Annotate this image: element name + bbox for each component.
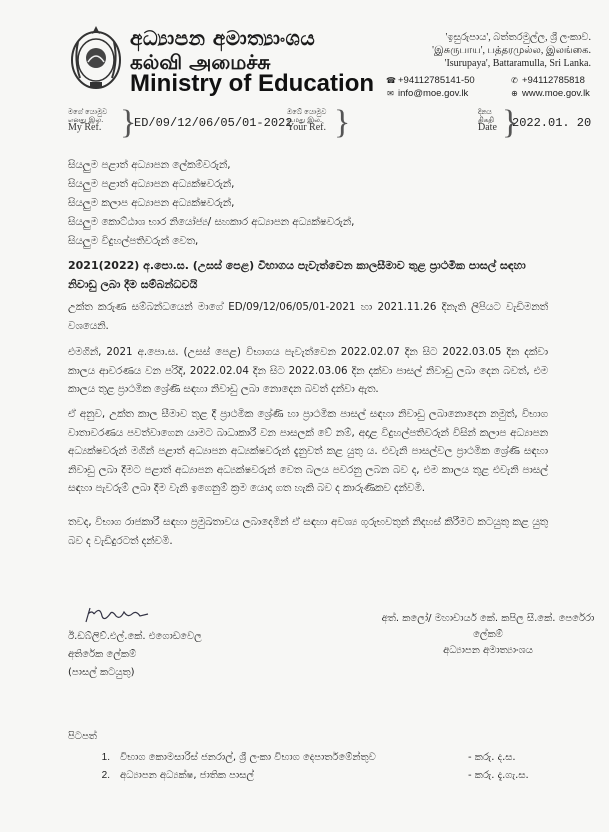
handwritten-signature <box>82 604 152 628</box>
paragraph-1: උක්ත කරුණ සම්බන්ධයෙන් මාගේ ED/09/12/06/05/01-2021 හා 2021.11.26 දිනැති ලිපියට වැඩිමනත් වශයෙනි. <box>68 301 548 332</box>
your-ref-label-en: Your Ref. <box>287 122 326 133</box>
address-tamil: 'இசுருபாய', பத்தரமுல்ல, இலங்கை. <box>432 45 591 56</box>
phone-icon: ☎ <box>386 76 396 85</box>
your-ref-label <box>287 108 326 132</box>
ministry-name-tamil: கல்வி அமைச்சு <box>130 50 271 74</box>
ministry-name-sinhala: අධ්‍යාපන අමාත්‍යාංශය <box>130 26 316 50</box>
list-item <box>68 749 588 767</box>
brace-left-1: } <box>120 104 137 141</box>
brace-left-3: } <box>502 104 519 141</box>
date-label-ta: திகதி <box>478 116 494 124</box>
your-ref-label-si: ඔබේ යොමුව <box>287 108 327 116</box>
copies-list <box>68 749 588 785</box>
my-ref-label-ta: எனது இல. <box>68 116 104 124</box>
my-ref-label-si: මගේ යොමුව <box>68 108 108 116</box>
contact-block <box>386 74 609 100</box>
phone-number-2: +94112785818 <box>522 75 585 86</box>
my-ref-label <box>68 108 107 132</box>
date-label-en: Date <box>478 122 497 133</box>
address-sinhala: 'ඉසුරුපාය', බත්තරමුල්ල, ශ්‍රී ලංකාව. <box>445 32 591 43</box>
brace-left-2: } <box>334 104 351 141</box>
paragraph-2: එමගින්, 2021 අ.පො.ස. (උසස් පෙළ) විභාගය පැවැත්වෙන 2022.02.07 දින සිට 2022.03.05 දින දක්වා කාලය ආවරණය වන පරිදි, 2022.02.04 දින සිට 2022.03.06 දින දක්වා පාසල් නිවාඩු ලබා දෙන බවත්, එම කාලය තුළ ප්‍රාථමික ශ්‍රේණි සඳහා නිවාඩු ලබා නොදෙන බවත් දන්වා ඇත. <box>68 346 548 395</box>
addressee-line: සියලුම කලාප අධ්‍යාපන අධ්‍යක්ෂවරුන්, <box>68 197 235 209</box>
ministry-name-english: Ministry of Education <box>130 70 375 97</box>
letter-subject: 2021(2022) අ.පො.ස. (උසස් පෙළ) විභාගය පැවැත්වෙන කාලසීමාව තුළ ප්‍රාථමික පාසල් සඳහා නිවාඩු ලබා දීම සම්බන්ධවයි <box>68 259 526 291</box>
secretary-line: අත්. කලෝ/ මහාචාර්ය කේ. කපිල සී.කේ. පෙරේරා <box>381 613 595 624</box>
web-icon: ⊕ <box>511 89 518 98</box>
signatory-block-right <box>372 611 604 659</box>
signatory-title: අතිරේක ලේකම් <box>68 649 137 660</box>
date-label <box>478 108 497 132</box>
copy-number: 1. <box>101 752 110 763</box>
sri-lanka-emblem-icon <box>68 22 124 92</box>
addressee-line: සියලුම කොට්ඨාශ භාර නියෝජ්‍ය/ සහකාර අධ්‍යාපන අධ්‍යක්ෂවරුන්, <box>68 216 355 228</box>
list-item <box>68 767 588 785</box>
address-english: 'Isurupaya', Battaramulla, Sri Lanka. <box>444 58 591 69</box>
paragraph-4: තවද, විභාග රාජකාරී සඳහා ප්‍රමුඛතාවය ලබාදෙමින් ඒ සඳහා අවශ්‍ය ගුරුභවතුන් නිදහස් කිරීමට කටයුතු කළ යුතු බව ද වැඩිදුරටත් දන්වමි. <box>68 516 548 547</box>
copy-recipient: විභාග කොමසාරිස් ජනරාල්, ශ්‍රී ලංකා විභාග දෙපාර්තමේන්තුව <box>120 752 376 763</box>
secretary-ministry: අධ්‍යාපන අමාත්‍යාංශය <box>443 645 533 656</box>
secretary-title: ලේකම් <box>473 629 503 640</box>
fax-icon: ✆ <box>511 76 518 85</box>
addressee-line: සියලුම පළාත් අධ්‍යාපන අධ්‍යක්ෂවරුන්, <box>68 178 235 190</box>
addressee-line: සියලුම පළාත් අධ්‍යාපන ලේකම්වරුන්, <box>68 159 231 171</box>
copy-recipient: අධ්‍යාපන අධ්‍යක්ෂ, ජාතික පාසල් <box>120 770 255 781</box>
signatory-block-left <box>68 628 202 682</box>
signatory-name: ඊ.ඩබ්ලිව්.එල්.කේ. එගොඩවෙල <box>68 631 202 642</box>
website: www.moe.gov.lk <box>522 88 590 99</box>
my-ref-value: ED/09/12/06/05/01-2022 <box>134 116 293 130</box>
copy-number: 2. <box>101 770 110 781</box>
your-ref-label-ta: உமது இல. <box>287 116 323 124</box>
date-label-si: දිනය <box>478 108 492 116</box>
my-ref-label-en: My Ref. <box>68 122 102 133</box>
addressee-list <box>68 156 354 251</box>
copy-note: - කරු. දැ.ගැ.ස. <box>468 770 529 781</box>
email-address: info@moe.gov.lk <box>398 88 469 99</box>
copy-note: - කරු. ද.ස. <box>468 752 516 763</box>
address-block <box>432 31 591 70</box>
addressee-line: සියලුම විදුහල්පතිවරුන් වෙත, <box>68 235 199 247</box>
date-value: 2022.01. 20 <box>512 116 592 130</box>
phone-number-1: +94112785141-50 <box>398 75 475 86</box>
copies-label: පිටපත් <box>68 731 97 742</box>
signatory-division: (පාසල් කටයුතු) <box>68 667 135 678</box>
email-icon: ✉ <box>387 89 394 98</box>
paragraph-3: ඒ අනුව, උක්ත කාල සීමාව තුළ දී ප්‍රාථමික ශ්‍රේණි හා ප්‍රාථමික පාසල් සඳහා නිවාඩු ලබානොදෙන නමුත්, විභාග වාතාවරණය පවත්වාගෙන යාමට බාධාකාරී වන පාසලක් වේ නම්, අදාළ විදුහල්පතිවරුන් විසින් කලාප අධ්‍යාපන අධ්‍යක්ෂවරුන් මගින් පළාත් අධ්‍යාපන අධ්‍යක්ෂවරුන් දැනුවත් කළ යුතු ය. එවැනි පාසල්වල ප්‍රාථමික ශ්‍රේණි සඳහා නිවාඩු ලබා දීමට පළාත් අධ්‍යාපන අධ්‍යක්ෂවරුන් වෙත බලය පවරනු ලබන බව ද, එම කාලය තුළ එවැනි පාසල් සඳහා පැවරුම් ලබා දීම වැනි ඉගෙනුම් ක්‍රම යොදා ගත හැකි බව ද කාරුණිකව දන්වමි. <box>68 408 548 494</box>
